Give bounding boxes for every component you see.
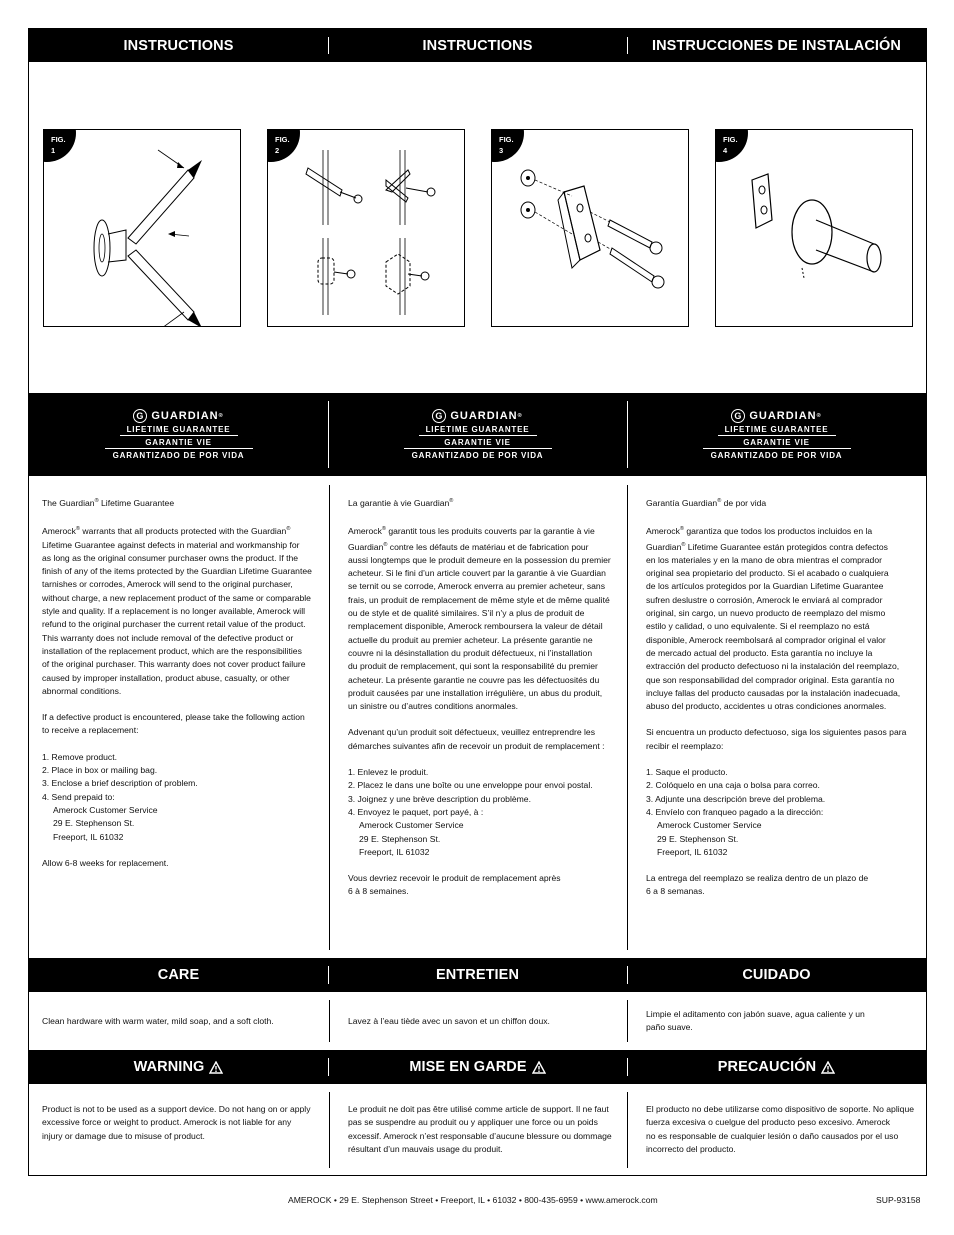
care-title-fr: ENTRETIEN [435, 967, 520, 983]
step-item: 4. Envíelo con franqueo pagado a la dirección: [646, 806, 824, 817]
address-line: 29 E. Stephenson St. [359, 833, 441, 844]
address-line: Freeport, IL 61032 [359, 846, 430, 857]
care-header-band [29, 958, 926, 992]
column-divider [329, 1092, 330, 1168]
warning-title-fr: MISE EN GARDE [409, 1059, 527, 1075]
guardian-logo: G GUARDIAN ® LIFETIME GUARANTEE GARANTIE VIE GARANTIZADO DE POR VIDA [627, 409, 926, 461]
warning-triangle-icon [532, 1061, 546, 1074]
address-line: Freeport, IL 61032 [53, 831, 124, 842]
column-divider [329, 1000, 330, 1042]
anchor-types-illustration [268, 130, 465, 327]
figure-2: FIG. 2 [267, 129, 465, 327]
warning-text-en: Product is not to be used as a support device. Do not hang on or apply excessive force or weight to product. Amerock is not liable for any injury or damage due to misuse of product. [42, 1104, 311, 1141]
column-divider [627, 1092, 628, 1168]
warning-title-en: WARNING [133, 1059, 205, 1075]
guardian-g-icon: G [133, 409, 147, 423]
bracket-mounting-illustration [492, 130, 689, 327]
guardian-col-es [627, 393, 926, 476]
address-line: Amerock Customer Service [53, 804, 158, 815]
figure-3: FIG. 3 [491, 129, 689, 327]
warranty-text-en: The Guardian® Lifetime Guarantee Amerock® warrants that all products protected with the Guardian® Lifetime Guarantee against defects in material and workmanship for as long as the original consumer purchaser owns the product. If the finish of any of the items protected by the Guardian Lifetime Guarantee tarnishes or corrodes, Amerock will send to the original purchaser, without charge, a new replacement product of the same or comparable style and quality. If a replacement is no longer available, Amerock will refund to the original purchaser the current retail value of the product. This warranty does not include removal of the defective product or installation of the replacement product, which are the responsibilities of the original purchaser. This warranty does not cover product failure caused by improper installation, product abuse, casualty, or other abnormal conditions. If a defective product is encountered, please take the following action to receive a replacement: 1. Remove product. 2. Place in box or mailing bag. 3. Enclose a brief description of problem. 4. Send prepaid to: Amerock Customer Service 29 E. Stephenson St. Freeport, IL 61032 Allow 6-8 weeks for replacement. [42, 495, 324, 870]
address-line: Freeport, IL 61032 [657, 846, 728, 857]
step-item: 1. Saque el producto. [646, 767, 728, 778]
care-title-en: CARE [157, 967, 200, 983]
care-text-fr: Lavez à l’eau tiède avec un savon et un chiffon doux. [348, 1016, 550, 1026]
header-col-fr [328, 29, 627, 62]
figure-1: FIG. 1 [43, 129, 241, 327]
header-col-es [627, 29, 926, 62]
warning-text-fr: Le produit ne doit pas être utilisé comme article de support. Il ne faut pas se suspendre au produit ou y appliquer une force ou un poids excessif. Amerock n’est responsable d’aucune blessure ou dommage résultant d’un mauvais usage du produit. [348, 1104, 612, 1154]
address-line: Amerock Customer Service [359, 820, 464, 831]
warning-triangle-icon [821, 1061, 835, 1074]
guardian-g-icon: G [432, 409, 446, 423]
step-item: 2. Place in box or mailing bag. [42, 765, 158, 776]
warning-header-band [29, 1050, 926, 1084]
column-divider [627, 1000, 628, 1042]
header-title-es: INSTRUCCIONES DE INSTALACIÓN [651, 37, 902, 54]
care-text-es: Limpie el aditamento con jabón suave, agua caliente y un paño suave. [646, 1009, 865, 1033]
step-item: 3. Enclose a brief description of problem. [42, 778, 198, 789]
step-item: 2. Placez le dans une boîte ou une enveloppe pour envoi postal. [348, 780, 593, 791]
instruction-sheet [28, 28, 927, 1176]
document-code: SUP-93158 [876, 1195, 921, 1205]
step-item: 1. Enlevez le produit. [348, 767, 429, 778]
header-title-fr: INSTRUCTIONS [422, 37, 533, 54]
toggle-bolt-spread-illustration [44, 130, 241, 327]
warranty-text-fr: La garantie à vie Guardian® Amerock® garantit tous les produits couverts par la garantie à vie Guardian® contre les défauts de matériau et de fabrication pour aussi longtemps que le produit demeure en la possession du premier acheteur. Si le fini d’un article couvert par la garantie à vie Guardian se ternit ou se corrode, Amerock enverra au premier acheteur, sans frais, un produit de remplacement de même style et de même qualité ou de style et de qualité similaires. S’il n’y a plus de produit de remplacement disponible, Amerock remboursera la valeur de détail actuelle du produit au premier acheteur. La présente garantie ne couvre ni la désinstallation du produit défectueux, ni l’installation du produit de remplacement, qui sont la responsabilité du premier acheteur. La présente garantie ne couvre pas les défectuosités du produit causées par une installation irrégulière, un abus du produit, un sinistre ou d’autres conditions anormales. Advenant qu’un produit soit défectueux, veuillez entreprendre les démarches suivantes afin de recevoir un produit de remplacement : 1. Enlevez le produit. 2. Placez le dans une boîte ou une enveloppe pour envoi postal. 3. Joignez y une brève description du problème. 4. Envoyez le paquet, port payé, à : Amerock Customer Service 29 E. Stephenson St. Freeport, IL 61032 Vous devriez recevoir le produit de remplacement après 6 à 8 semaines. [348, 495, 626, 899]
column-divider [627, 485, 628, 950]
figure-4: FIG. 4 [715, 129, 913, 327]
guardian-logo: G GUARDIAN ® LIFETIME GUARANTEE GARANTIE VIE GARANTIZADO DE POR VIDA [328, 409, 627, 461]
warning-text-es: El producto no debe utilizarse como dispositivo de soporte. No aplique fuerza excesiva o cuelgue del producto peso excesivo. Amerock no es responsable de cualquier lesión o daño causados por el uso incorrecto del producto. [646, 1104, 914, 1154]
step-item: 3. Adjunte una descripción breve del problema. [646, 793, 826, 804]
step-item: 4. Envoyez le paquet, port payé, à : [348, 806, 484, 817]
warranty-text-es: Garantía Guardian® de por vida Amerock® garantiza que todos los productos incluidos en la Guardian® Lifetime Guarantee están protegidos contra defectos en los materiales y en la mano de obra mientras el comprador original sea propietario del producto. Si el acabado o cualquiera de los artículos protegidos por la Guardian Lifetime Guarantee sufren deslustre o corrosión, Amerock le enviará al comprador original, sin cargo, un nuevo producto de reemplazo del mismo estilo y calidad, o uno equivalente. Si el reemplazo no está disponible, Amerock reembolsará al comprador original el valor de mercado actual del producto. Esta garantía no incluye la extracción del producto defectuoso ni la instalación del reemplazo, que son responsabilidad del comprador original. Esta garantía no incluye fallas del producto causadas por la instalación inadecuada, abuso del producto, accidentes u otras condiciones anormales. Si encuentra un producto defectuoso, siga los siguientes pasos para recibir el reemplazo: 1. Saque el producto. 2. Colóquelo en una caja o bolsa para correo. 3. Adjunte una descripción breve del problema. 4. Envíelo con franqueo pagado a la dirección: Amerock Customer Service 29 E. Stephenson St. Freeport, IL 61032 La entrega del reemplazo se realiza dentro de un plazo de 6 a 8 semanas. [646, 495, 921, 899]
header-col-en [29, 29, 328, 62]
care-text-en: Clean hardware with warm water, mild soap, and a soft cloth. [42, 1016, 274, 1026]
column-divider [329, 485, 330, 950]
guardian-col-en [29, 393, 328, 476]
step-item: 3. Joignez y une brève description du problème. [348, 793, 531, 804]
warning-triangle-icon [209, 1061, 223, 1074]
guardian-col-fr [328, 393, 627, 476]
address-line: Amerock Customer Service [657, 820, 762, 831]
step-item: 1. Remove product. [42, 751, 117, 762]
instructions-header-band [29, 29, 926, 62]
step-item: 4. Send prepaid to: [42, 791, 115, 802]
care-title-es: CUIDADO [742, 967, 811, 983]
guardian-logo: G GUARDIAN ® LIFETIME GUARANTEE GARANTIE VIE GARANTIZADO DE POR VIDA [29, 409, 328, 461]
warning-title-es: PRECAUCIÓN [717, 1059, 817, 1075]
guardian-guarantee-band [29, 393, 926, 476]
address-line: 29 E. Stephenson St. [53, 818, 135, 829]
hook-assembly-illustration [716, 130, 913, 327]
guardian-g-icon: G [731, 409, 745, 423]
address-line: 29 E. Stephenson St. [657, 833, 739, 844]
header-title-en: INSTRUCTIONS [123, 37, 234, 54]
step-item: 2. Colóquelo en una caja o bolsa para correo. [646, 780, 820, 791]
footer-address: AMEROCK • 29 E. Stephenson Street • Freeport, IL • 61032 • 800-435-6959 • www.amerock.com [288, 1195, 658, 1205]
